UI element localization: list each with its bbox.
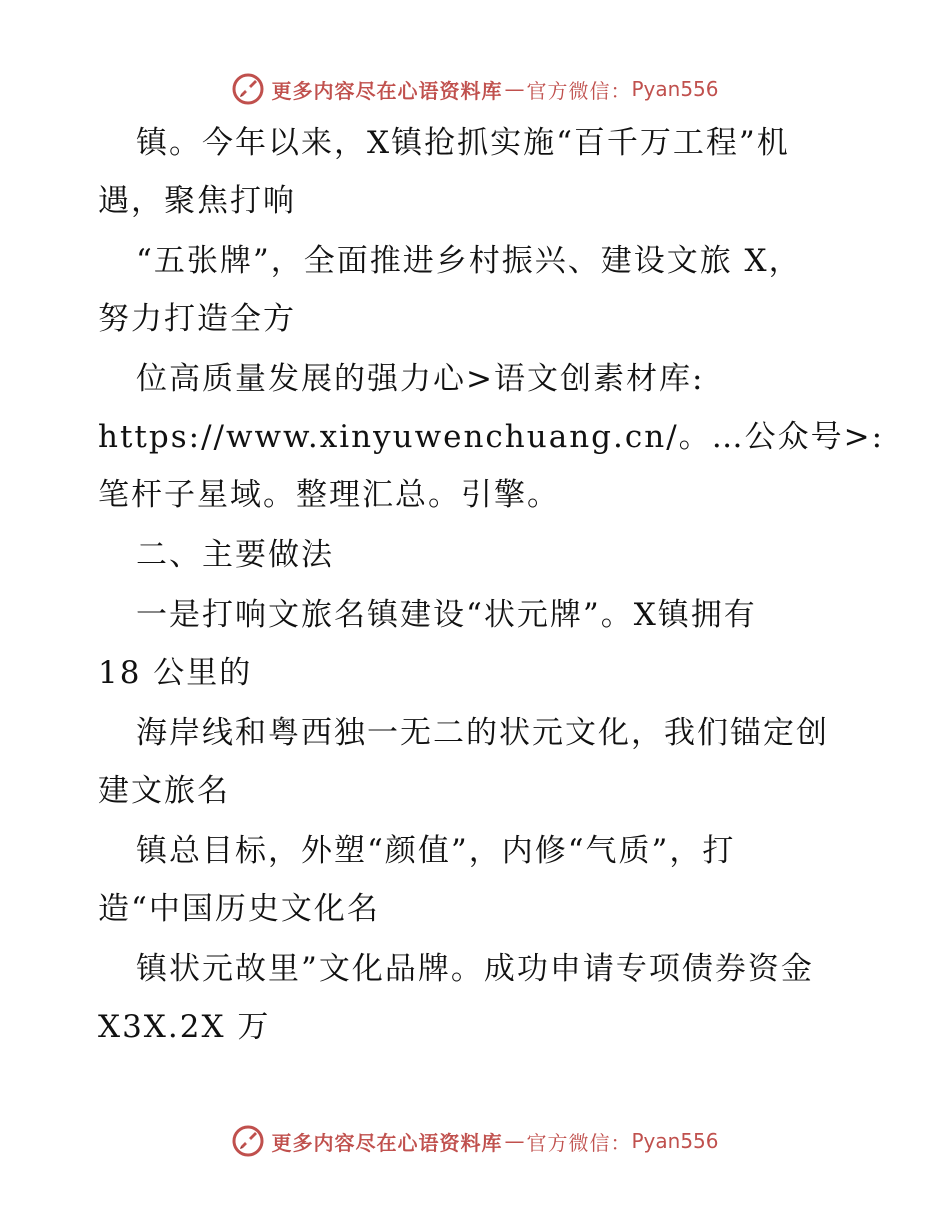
text-line: 镇状元故里”文化品牌。成功申请专项债券资金: [136, 951, 814, 987]
header-watermark: [0, 72, 950, 106]
section-heading: 二、主要做法: [136, 537, 334, 573]
text-line: X3X.2X 万: [98, 1009, 271, 1045]
footer-watermark: [0, 1124, 950, 1158]
watermark-brand: 更多内容尽在心语资料库: [271, 78, 503, 103]
watermark-label: 官方微信：: [526, 1130, 632, 1155]
watermark-brand: 更多内容尽在心语资料库: [271, 1130, 503, 1155]
watermark-dash: —: [504, 77, 525, 101]
text-line: 镇总目标，外塑“颜值”，内修“气质”，打: [136, 833, 736, 869]
watermark-wechat-id: Pyan556: [631, 1129, 719, 1153]
text-line: 镇。今年以来，X镇抢抓实施“百千万工程”机: [136, 125, 790, 161]
text-line: 努力打造全方: [98, 301, 296, 337]
text-line: 18 公里的: [98, 655, 253, 691]
text-line: 建文旅名: [98, 773, 230, 809]
text-line: 一是打响文旅名镇建设“状元牌”。X镇拥有: [136, 597, 757, 633]
text-line: 笔杆子星域。整理汇总。引擎。: [98, 477, 560, 513]
text-line: 造“中国历史文化名: [98, 891, 380, 927]
text-line: 位高质量发展的强力心>语文创素材库:: [136, 361, 705, 397]
brand-logo-icon: [231, 1124, 265, 1158]
watermark-label: 官方微信：: [526, 78, 632, 103]
text-line: 遇，聚焦打响: [98, 183, 296, 219]
text-line: 海岸线和粤西独一无二的状元文化，我们锚定创: [136, 715, 829, 751]
text-line: https://www.xinyuwenchuang.cn/。…公众号>:: [98, 419, 885, 455]
watermark-wechat-id: Pyan556: [631, 77, 719, 101]
text-line: “五张牌”，全面推进乡村振兴、建设文旅 X，: [136, 243, 802, 279]
brand-logo-icon: [231, 72, 265, 106]
watermark-dash: —: [504, 1129, 525, 1153]
